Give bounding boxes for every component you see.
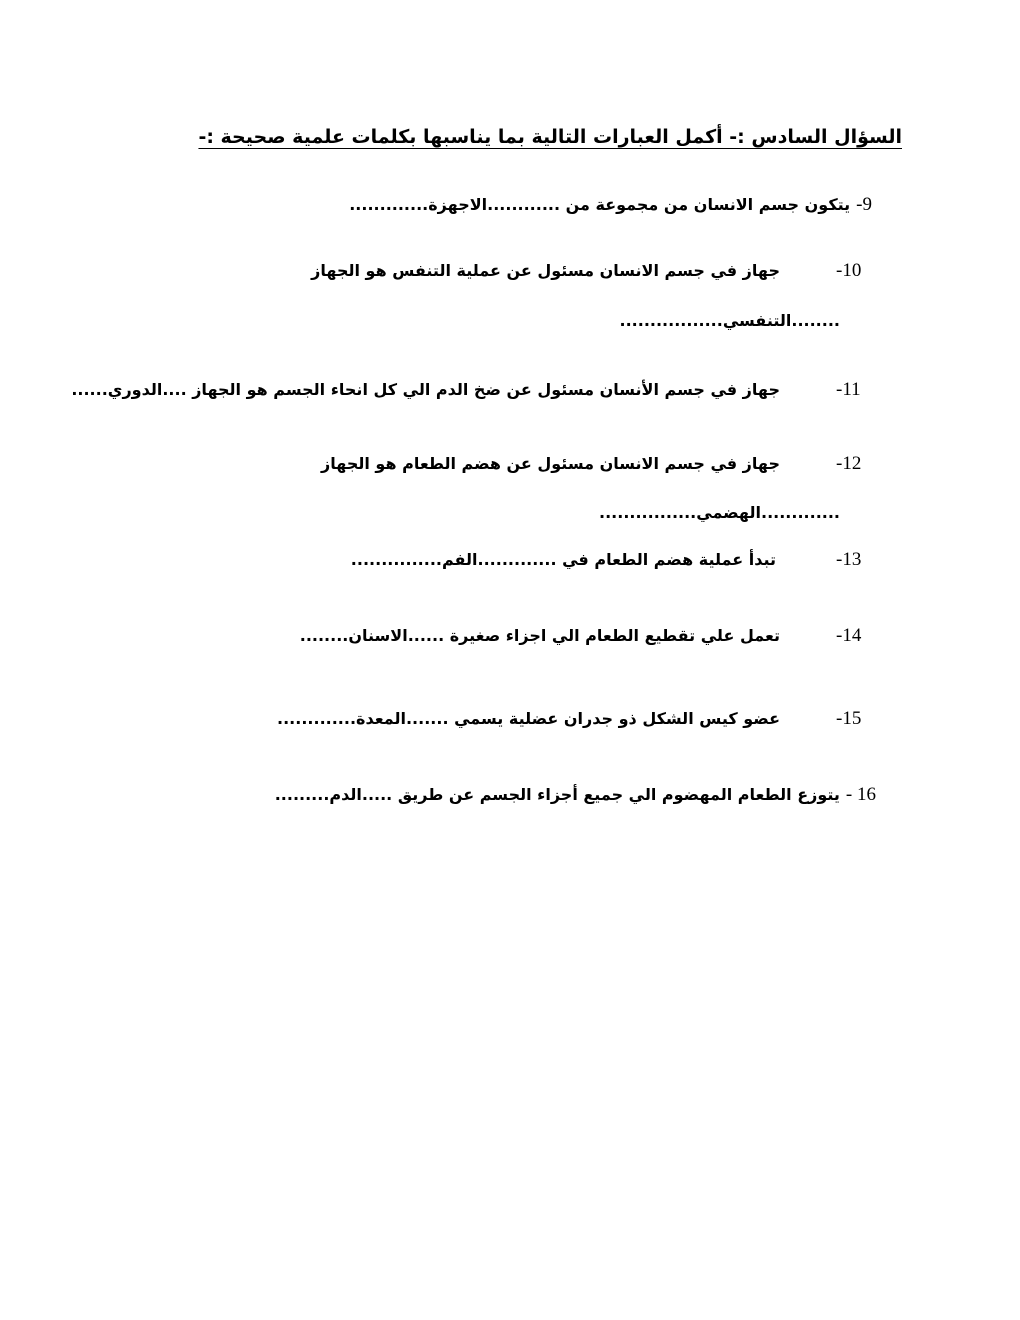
item-16-text	[275, 783, 876, 807]
item-10-number: -10	[836, 260, 862, 281]
item-10-continuation: ........التنفسي.................	[619, 311, 840, 330]
item-9-number: 9-	[856, 194, 872, 215]
item-16-statement: يتوزع الطعام المهضوم الي جميع أجزاء الجسم عن طريق .....الدم.........	[274, 785, 840, 804]
item-12-number: -12	[836, 453, 862, 474]
item-10-statement: جهاز في جسم الانسان مسئول عن عملية التنفس هو الجهاز	[311, 261, 780, 280]
question-heading: السؤال السادس :- أكمل العبارات التالية بما يناسبها بكلمات علمية صحيحة :-	[198, 126, 902, 148]
item-11-statement: جهاز في جسم الأنسان مسئول عن ضخ الدم الي كل انحاء الجسم هو الجهاز ....الدوري......	[71, 380, 780, 399]
item-12-continuation: .............الهضمي................	[599, 503, 840, 522]
item-15-number: -15	[836, 708, 862, 729]
item-9-text	[349, 193, 872, 217]
item-15-statement: عضو كيس الشكل ذو جدران عضلية يسمي .......المعدة.............	[277, 709, 780, 728]
item-16-number: 16 -	[845, 784, 876, 805]
item-12-statement: جهاز في جسم الانسان مسئول عن هضم الطعام هو الجهاز	[321, 454, 780, 473]
item-13-number: -13	[836, 549, 862, 570]
item-14-statement: تعمل علي تقطيع الطعام الي اجزاء صغيرة ......الاسنان........	[299, 626, 780, 645]
item-13-statement: تبدأ عملية هضم الطعام في .............الفم...............	[350, 550, 776, 569]
item-9-statement: يتكون جسم الانسان من مجموعة من ............الاجهزة.............	[349, 195, 851, 214]
item-11-number: -11	[836, 379, 861, 400]
item-14-number: -14	[836, 625, 862, 646]
